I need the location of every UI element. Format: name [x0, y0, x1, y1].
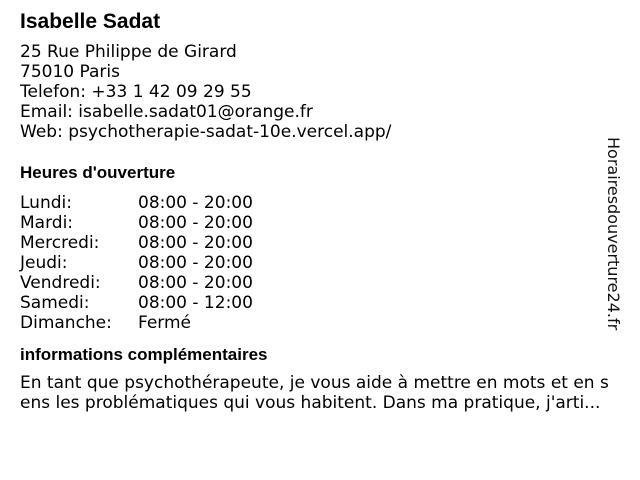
day-hours: 08:00 - 12:00	[138, 293, 253, 313]
hours-row-vendredi	[20, 273, 632, 293]
day-hours: 08:00 - 20:00	[138, 253, 253, 273]
business-name: Isabelle Sadat	[20, 10, 161, 33]
day-label: Samedi:	[20, 293, 90, 313]
day-label: Mardi:	[20, 213, 74, 233]
email-line[interactable]: Email: isabelle.sadat01@orange.fr	[20, 102, 313, 122]
street-address: 25 Rue Philippe de Girard	[20, 42, 237, 62]
hours-row-jeudi	[20, 253, 632, 273]
day-label: Mercredi:	[20, 233, 100, 253]
day-hours: 08:00 - 20:00	[138, 273, 253, 293]
day-hours: 08:00 - 20:00	[138, 213, 253, 233]
info-heading: informations complémentaires	[20, 345, 268, 364]
city-postcode: 75010 Paris	[20, 62, 120, 82]
site-watermark: Horairesdouverture24.fr	[604, 137, 623, 331]
hours-row-mardi	[20, 213, 632, 233]
day-hours: 08:00 - 20:00	[138, 233, 253, 253]
hours-row-samedi	[20, 293, 632, 313]
day-hours: Fermé	[138, 313, 192, 333]
hours-row-dimanche	[20, 313, 632, 333]
day-label: Vendredi:	[20, 273, 101, 293]
business-card	[20, 10, 632, 413]
day-label: Lundi:	[20, 193, 72, 213]
hours-table	[20, 193, 632, 333]
hours-row-lundi	[20, 193, 632, 213]
day-label: Dimanche:	[20, 313, 112, 333]
phone-line[interactable]: Telefon: +33 1 42 09 29 55	[20, 82, 252, 102]
day-label: Jeudi:	[20, 253, 68, 273]
day-hours: 08:00 - 20:00	[138, 193, 253, 213]
website-line[interactable]: Web: psychotherapie-sadat-10e.vercel.app/	[20, 122, 392, 142]
hours-row-mercredi	[20, 233, 632, 253]
hours-heading: Heures d'ouverture	[20, 163, 176, 182]
info-description: En tant que psychothérapeute, je vous aide à mettre en mots et en sens les problématiques qui vous habitent. Dans ma pratique, j'arti...	[20, 373, 609, 413]
